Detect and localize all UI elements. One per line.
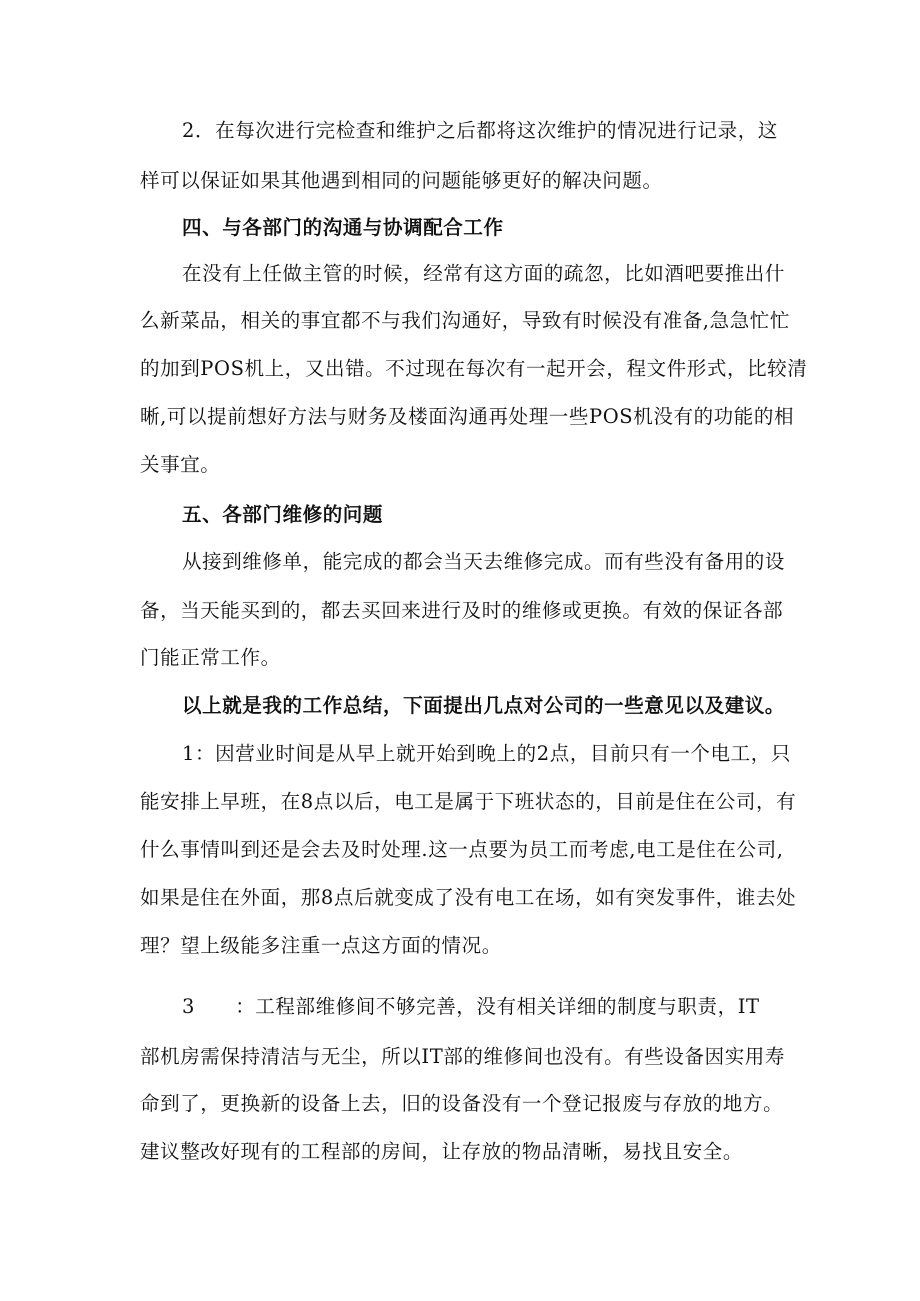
paragraph-line: 样可以保证如果其他遇到相同的问题能够更好的解决问题。 — [140, 169, 663, 192]
paragraph-line: 么新菜品，相关的事宜都不与我们沟通好，导致有时候没有准备,急急忙忙 — [140, 309, 790, 332]
paragraph-line: 命到了，更换新的设备上去，旧的设备没有一个登记报废与存放的地方。 — [140, 1092, 784, 1115]
paragraph-line: 建议整改好现有的工程部的房间，让存放的物品清晰，易找且安全。 — [140, 1140, 744, 1163]
paragraph-line: 备，当天能买到的，都去买回来进行及时的维修或更换。有效的保证各部 — [140, 599, 784, 622]
section-heading-5: 五、各部门维修的问题 — [182, 503, 384, 526]
paragraph-line: 部机房需保持清洁与无尘，所以IT部的维修间也没有。有些设备因实用寿 — [140, 1045, 786, 1068]
paragraph-line: 什么事情叫到还是会去及时处理.这一点要为员工而考虑,电工是住在公司, — [140, 838, 784, 861]
paragraph-line: 3 ：工程部维修间不够完善，没有相关详细的制度与职责，IT — [182, 995, 760, 1018]
summary-heading: 以上就是我的工作总结，下面提出几点对公司的一些意见以及建议。 — [182, 694, 786, 717]
section-heading-4: 四、与各部门的沟通与协调配合工作 — [182, 216, 504, 239]
paragraph-line: 门能正常工作。 — [140, 646, 281, 669]
paragraph-line: 在没有上任做主管的时候，经常有这方面的疏忽，比如酒吧要推出什 — [182, 262, 786, 285]
paragraph-line: 的加到POS机上，又出错。不过现在每次有一起开会，程文件形式，比较清 — [140, 357, 808, 380]
paragraph-line: 晰,可以提前想好方法与财务及楼面沟通再处理一些POS机没有的功能的相 — [140, 405, 795, 428]
paragraph-line: 理？望上级能多注重一点这方面的情况。 — [140, 934, 502, 957]
paragraph-line: 2．在每次进行完检查和维护之后都将这次维护的情况进行记录，这 — [182, 119, 778, 142]
paragraph-line: 关事宜。 — [140, 453, 221, 476]
paragraph-line: 能安排上早班，在8点以后，电工是属于下班状态的，目前是住在公司，有 — [140, 790, 797, 813]
paragraph-line: 1：因营业时间是从早上就开始到晚上的2点，目前只有一个电工，只 — [182, 742, 791, 765]
paragraph-line: 从接到维修单，能完成的都会当天去维修完成。而有些没有备用的设 — [182, 550, 786, 573]
paragraph-line: 如果是住在外面，那8点后就变成了没有电工在场，如有突发事件，谁去处 — [140, 886, 797, 909]
